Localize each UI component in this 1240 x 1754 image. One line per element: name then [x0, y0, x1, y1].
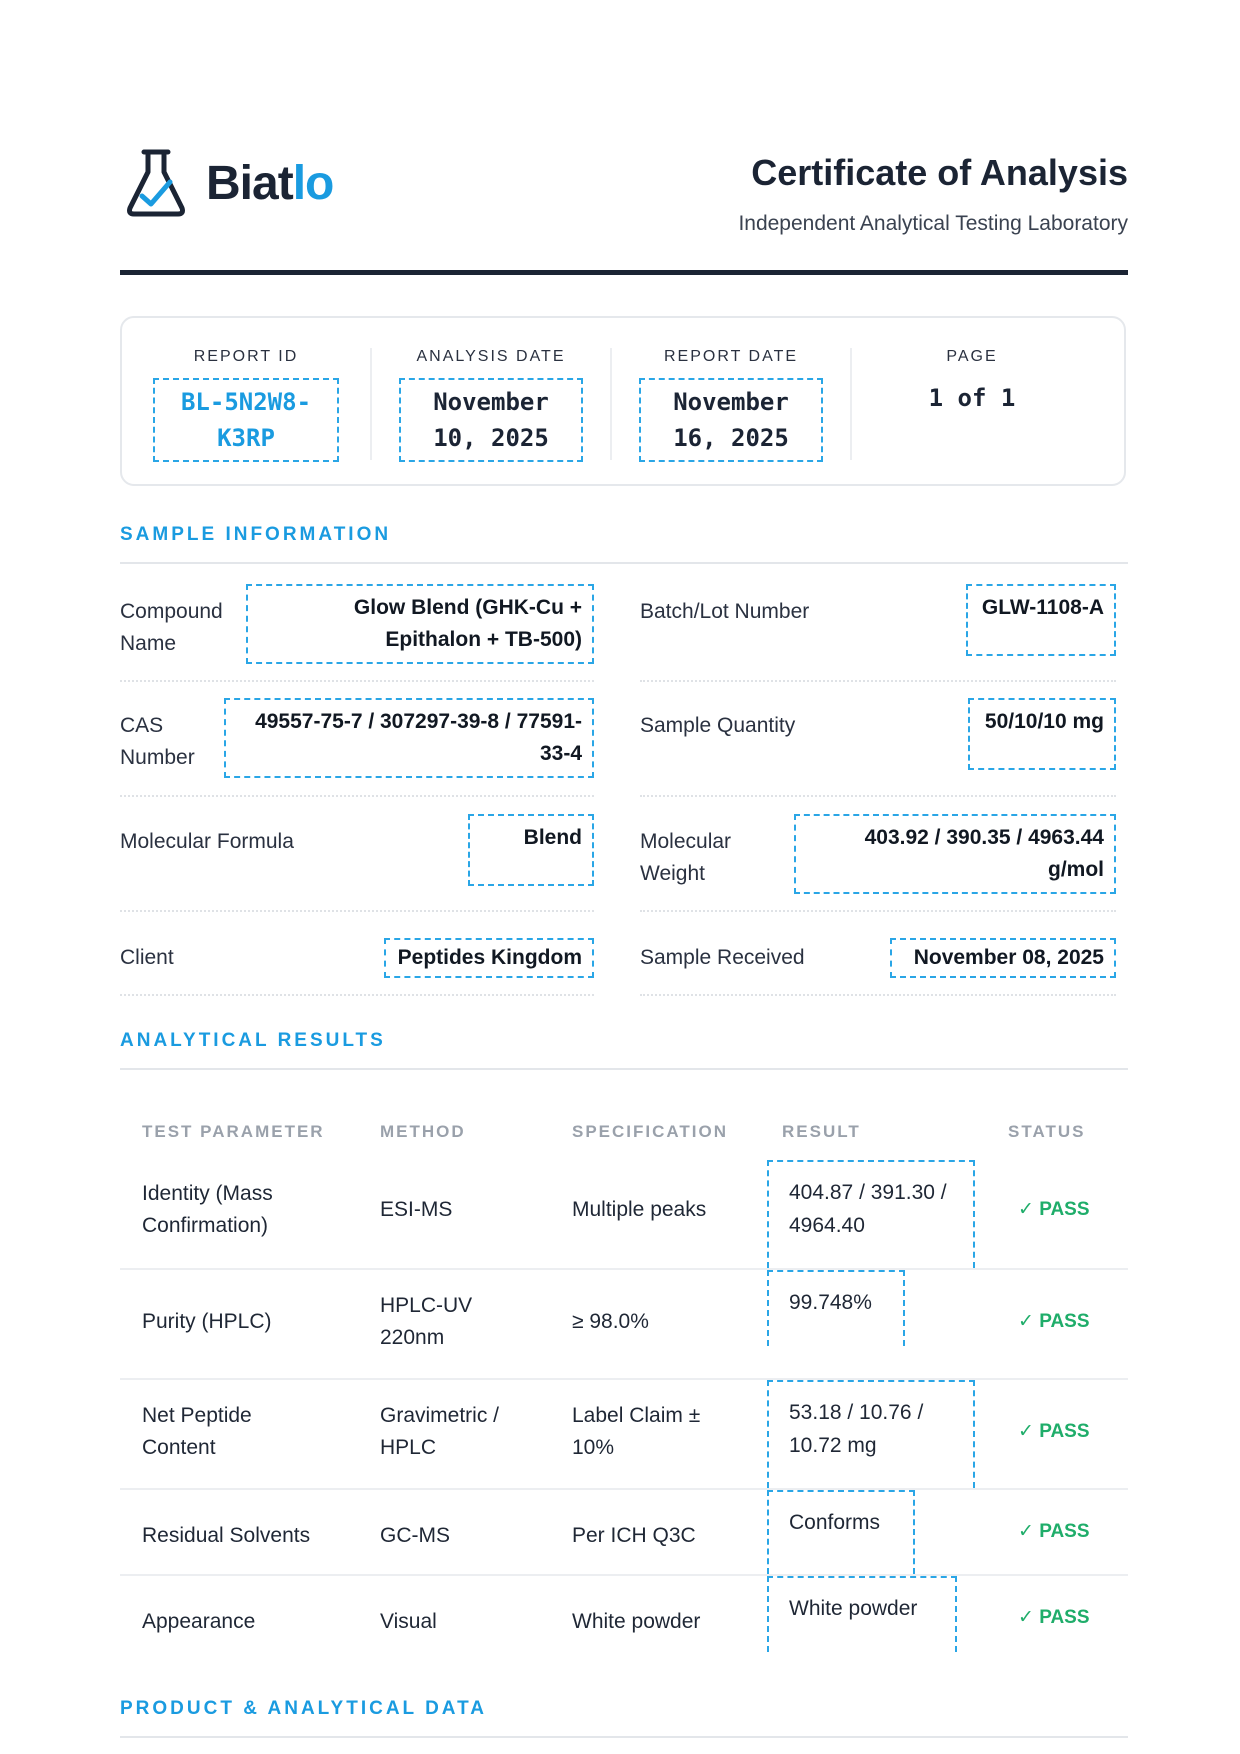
document-title: Certificate of Analysis	[751, 152, 1128, 193]
molecular-formula-label: Molecular Formula	[120, 830, 294, 853]
table-row-divider	[120, 1378, 1128, 1380]
sample-received-value: November 08, 2025	[890, 938, 1116, 978]
field-cas-number	[120, 710, 594, 770]
row-divider	[120, 994, 594, 996]
column-header-specification: SPECIFICATION	[572, 1122, 729, 1141]
report-date-value: November 16, 2025	[639, 378, 823, 462]
field-molecular-formula	[120, 826, 594, 886]
table-cell-parameter: Purity (HPLC)	[142, 1310, 272, 1333]
header-rule	[120, 270, 1128, 275]
field-batch-number	[640, 596, 1116, 656]
table-row-divider	[120, 1268, 1128, 1270]
table-cell-parameter: Residual Solvents	[142, 1524, 311, 1547]
table-cell-specification: Label Claim ± 10%	[572, 1404, 701, 1459]
document-subtitle: Independent Analytical Testing Laboratory	[738, 212, 1128, 235]
table-cell-result: White powder	[767, 1576, 957, 1652]
column-header-method: METHOD	[380, 1122, 466, 1141]
table-cell-specification: Per ICH Q3C	[572, 1524, 696, 1547]
page-cell	[852, 318, 1092, 484]
table-cell-specification: ≥ 98.0%	[572, 1310, 649, 1333]
status-badge: ✓ PASS	[1018, 1607, 1090, 1628]
batch-number-value: GLW-1108-A	[966, 584, 1116, 656]
column-header-parameter: TEST PARAMETER	[142, 1122, 325, 1141]
table-row-divider	[120, 1488, 1128, 1490]
status-badge: ✓ PASS	[1018, 1199, 1090, 1220]
table-cell-specification: White powder	[572, 1610, 701, 1633]
row-divider	[120, 795, 594, 797]
cas-number-label: CAS Number	[120, 714, 195, 769]
field-sample-quantity	[640, 710, 1116, 770]
status-badge: ✓ PASS	[1018, 1521, 1090, 1542]
cas-number-value: 49557-75-7 / 307297-39-8 / 77591-33-4	[224, 698, 594, 778]
column-header-status: STATUS	[1008, 1122, 1086, 1141]
table-cell-parameter: Net Peptide Content	[142, 1404, 252, 1459]
report-id-cell	[122, 318, 370, 484]
section-heading-results: ANALYTICAL RESULTS	[120, 1030, 386, 1051]
compound-name-label: Compound Name	[120, 600, 223, 655]
analysis-date-value: November 10, 2025	[399, 378, 583, 462]
table-cell-result: 99.748%	[767, 1270, 905, 1346]
row-divider	[640, 795, 1116, 797]
batch-number-label: Batch/Lot Number	[640, 600, 810, 623]
section-rule	[120, 1736, 1128, 1738]
table-cell-method: Visual	[380, 1610, 437, 1633]
flask-icon	[124, 148, 188, 220]
table-cell-specification: Multiple peaks	[572, 1198, 707, 1221]
brand-logo	[124, 148, 333, 220]
field-compound-name	[120, 596, 594, 656]
table-cell-parameter: Appearance	[142, 1610, 256, 1633]
client-value: Peptides Kingdom	[384, 938, 594, 978]
table-cell-parameter: Identity (Mass Confirmation)	[142, 1182, 273, 1237]
row-divider	[120, 910, 594, 912]
row-divider	[120, 680, 594, 682]
table-cell-result: 53.18 / 10.76 / 10.72 mg	[767, 1380, 975, 1488]
sample-received-label: Sample Received	[640, 946, 805, 969]
table-cell-method: Gravimetric / HPLC	[380, 1404, 500, 1459]
row-divider	[640, 680, 1116, 682]
client-label: Client	[120, 946, 174, 969]
sample-quantity-label: Sample Quantity	[640, 714, 796, 737]
report-date-label: REPORT DATE	[663, 348, 799, 365]
molecular-weight-label: Molecular Weight	[640, 830, 732, 885]
page-label: PAGE	[946, 348, 998, 365]
section-rule	[120, 562, 1128, 564]
status-badge: ✓ PASS	[1018, 1421, 1090, 1442]
table-cell-result: 404.87 / 391.30 / 4964.40	[767, 1160, 975, 1268]
report-info-box	[120, 316, 1126, 486]
sample-quantity-value: 50/10/10 mg	[968, 698, 1116, 770]
molecular-weight-value: 403.92 / 390.35 / 4963.44 g/mol	[794, 814, 1116, 894]
report-id-value: BL-5N2W8-K3RP	[153, 378, 339, 462]
table-cell-method: GC-MS	[380, 1524, 450, 1547]
analysis-date-label: ANALYSIS DATE	[416, 348, 566, 365]
field-client	[120, 942, 594, 982]
section-rule	[120, 1068, 1128, 1070]
table-row-divider	[120, 1574, 1128, 1576]
table-cell-method: ESI-MS	[380, 1198, 453, 1221]
report-id-label: REPORT ID	[193, 348, 299, 365]
molecular-formula-value: Blend	[468, 814, 594, 886]
report-date-cell	[612, 318, 850, 484]
row-divider	[640, 910, 1116, 912]
field-molecular-weight	[640, 826, 1116, 886]
section-heading-sample: SAMPLE INFORMATION	[120, 524, 392, 545]
row-divider	[640, 994, 1116, 996]
column-header-result: RESULT	[782, 1122, 861, 1141]
brand-name: Biatlo	[206, 157, 334, 210]
table-cell-method: HPLC-UV 220nm	[380, 1294, 473, 1349]
analysis-date-cell	[372, 318, 610, 484]
section-heading-product: PRODUCT & ANALYTICAL DATA	[120, 1698, 488, 1719]
page-value: 1 of 1	[928, 384, 1016, 412]
field-sample-received	[640, 942, 1116, 982]
table-cell-result: Conforms	[767, 1490, 915, 1574]
status-badge: ✓ PASS	[1018, 1311, 1090, 1332]
compound-name-value: Glow Blend (GHK-Cu + Epithalon + TB-500)	[246, 584, 594, 664]
